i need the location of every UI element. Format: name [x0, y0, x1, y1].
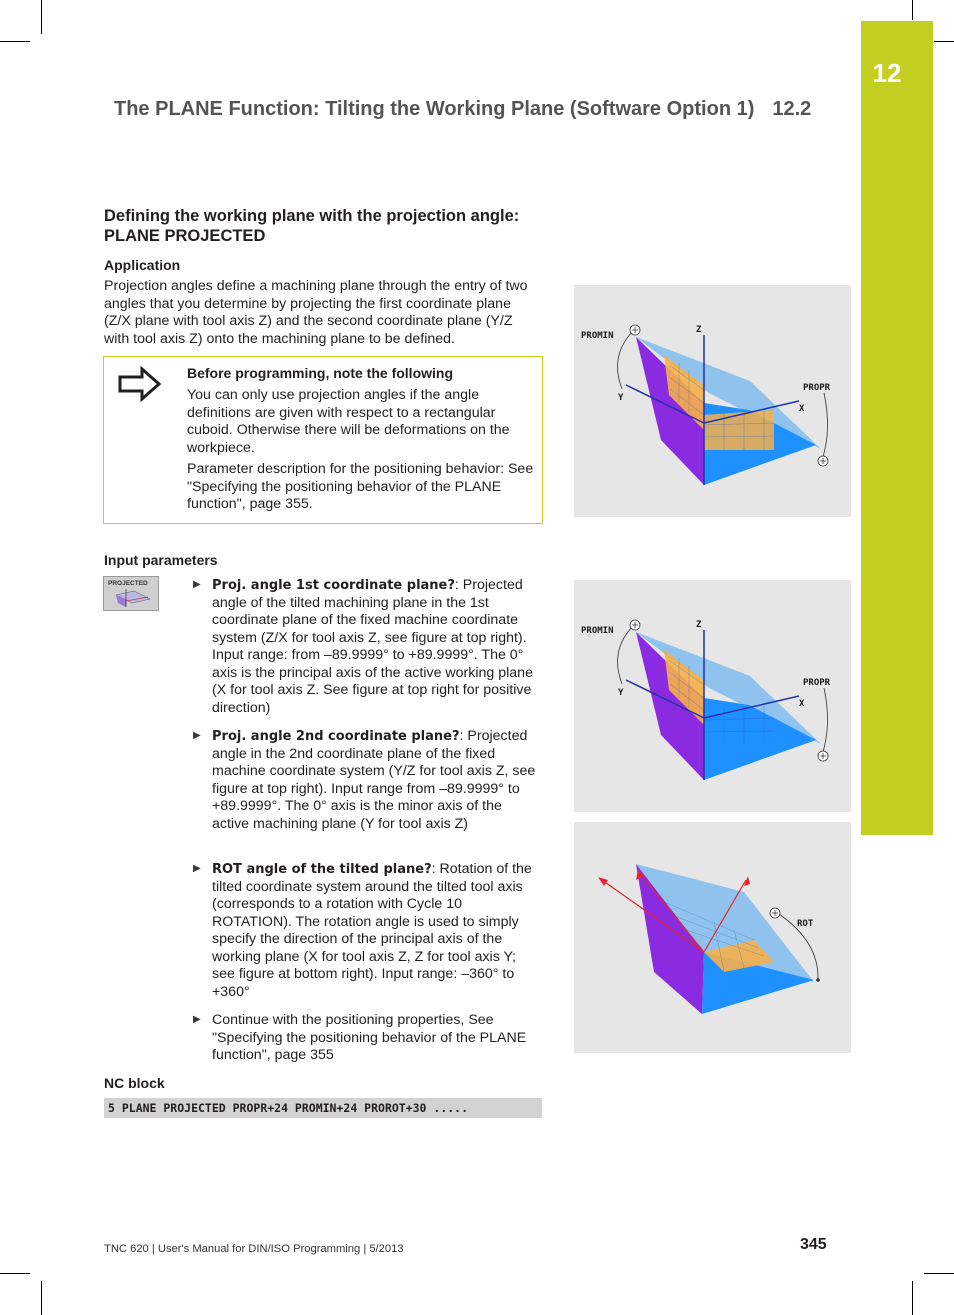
- section-title: [104, 206, 564, 246]
- crop-mark: [912, 0, 913, 20]
- param-text: : Rotation of the tilted coordinate system around the tilted tool axis (corresponds to a rotation with Cycle 10 ROTATION). The rotation angle is used to simply specify the direction of the principal axis of the working plane (X for tool axis Z, Z for tool axis Y; see figure at bottom right). Input range: –360° to +360°: [212, 861, 532, 1000]
- crop-mark: [41, 0, 42, 34]
- bullet-icon: ▶: [193, 579, 201, 590]
- label-z: Z: [696, 325, 702, 335]
- figure-3-illustration: [574, 822, 851, 1053]
- softkey-label: PROJECTED: [108, 580, 148, 587]
- label-y: Y: [618, 688, 624, 698]
- param-proj-angle-2: [212, 728, 542, 833]
- section-title-line1: Defining the working plane with the projection angle:: [104, 207, 520, 225]
- note-heading: Before programming, note the following: [187, 365, 453, 381]
- label-y: Y: [618, 393, 624, 403]
- nc-block-heading: NC block: [104, 1075, 165, 1091]
- chapter-tab: [861, 21, 933, 835]
- figure-2-illustration: [574, 580, 851, 812]
- crop-mark: [924, 1273, 954, 1274]
- param-text: Continue with the positioning properties, See "Specifying the positioning behavior of the PLANE function", page 355: [212, 1012, 527, 1063]
- footer-text: TNC 620 | User's Manual for DIN/ISO Programming | 5/2013: [104, 1243, 404, 1255]
- param-continue: [212, 1012, 542, 1065]
- bullet-icon: ▶: [193, 730, 201, 741]
- figure-rotation-angle: [574, 822, 851, 1053]
- param-proj-angle-1: [212, 577, 542, 717]
- bullet-icon: ▶: [193, 1014, 201, 1025]
- param-label: Proj. angle 1st coordinate plane?: [212, 578, 455, 593]
- note-para2: Parameter description for the positioning behavior: See "Specifying the positioning behavior of the PLANE function", page 355.: [187, 461, 534, 512]
- projected-plane-icon: [104, 587, 158, 609]
- figure-1-illustration: [574, 285, 851, 517]
- projected-softkey[interactable]: [103, 576, 159, 611]
- nc-code-text: 5 PLANE PROJECTED PROPR+24 PROMIN+24 PROROT+30 .....: [108, 1101, 469, 1115]
- label-x: X: [799, 699, 805, 709]
- crop-mark: [41, 1281, 42, 1315]
- param-label: Proj. angle 2nd coordinate plane?: [212, 729, 460, 744]
- param-text: : Projected angle of the tilted machining plane in the 1st coordinate plane of the fixed machine coordinate system (Z/X for tool axis Z, see figure at top right). Input range: from –89.9999° to +89.9999°. The 0° axis is the principal axis of the active working plane (X for tool axis Z. See figure at top right for positive direction): [212, 577, 533, 716]
- crop-mark: [0, 41, 30, 42]
- crop-mark: [912, 1281, 913, 1315]
- param-rot-angle: [212, 861, 542, 1001]
- section-title-line2: PLANE PROJECTED: [104, 227, 266, 245]
- note-para1: You can only use projection angles if the angle definitions are given with respect to a rectangular cuboid. Otherwise there will be deformations on the workpiece.: [187, 387, 510, 456]
- arrow-right-icon: [118, 366, 162, 402]
- input-parameters-heading: Input parameters: [104, 552, 218, 568]
- header-title: The PLANE Function: Tilting the Working Plane (Software Option 1): [114, 98, 755, 120]
- bullet-icon: ▶: [193, 863, 201, 874]
- label-rot: ROT: [797, 919, 814, 929]
- application-heading: Application: [104, 257, 181, 273]
- label-propr: PROPR: [803, 678, 831, 688]
- running-header: [114, 98, 834, 121]
- label-propr: PROPR: [803, 383, 831, 393]
- chapter-number: 12: [872, 58, 902, 88]
- label-promin: PROMIN: [581, 331, 614, 341]
- figure-projection-angles-1: [574, 285, 851, 517]
- crop-mark: [934, 41, 954, 42]
- param-label: ROT angle of the tilted plane?: [212, 862, 432, 877]
- figure-projection-angles-2: [574, 580, 851, 812]
- label-z: Z: [696, 620, 702, 630]
- label-x: X: [799, 404, 805, 414]
- page-number: 345: [800, 1236, 827, 1253]
- nc-block-code: [104, 1098, 542, 1118]
- header-section: 12.2: [772, 98, 812, 120]
- label-promin: PROMIN: [581, 626, 614, 636]
- crop-mark: [0, 1273, 30, 1274]
- application-text: Projection angles define a machining plane through the entry of two angles that you determine by projecting the first coordinate plane (Z/X plane with tool axis Z) and the second coordinate plane (Y/Z with tool axis Z) onto the machining plane to be defined.: [104, 278, 528, 347]
- param-text: : Projected angle in the 2nd coordinate plane of the fixed machine coordinate system (Y/Z for tool axis Z, see figure at top right). Input range from –89.9999° to +89.9999°. The 0° axis is the minor axis of the active machining plane (Y for tool axis Z): [212, 728, 536, 832]
